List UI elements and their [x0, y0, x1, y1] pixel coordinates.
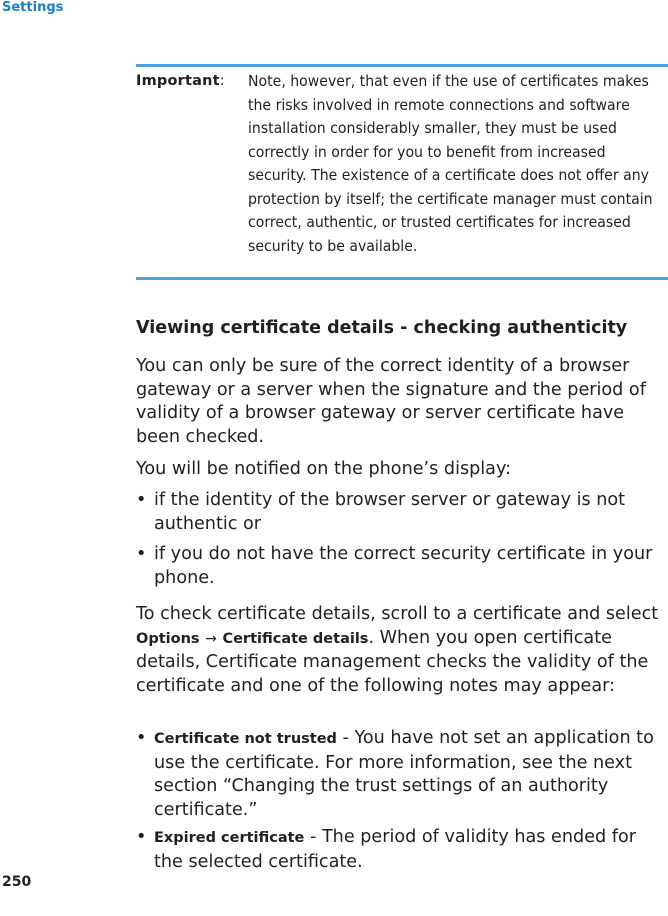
bullet-marker: • — [136, 728, 147, 748]
list-item-text: if you do not have the correct security certificate in your phone. — [154, 544, 653, 588]
certificate-details-term: Certificate details — [222, 630, 369, 647]
intro-paragraph: You can only be sure of the correct identity of a browser gateway or a server when the signature and the period of validity of a browser gateway or server certificate have been checked. — [136, 356, 646, 447]
bullet-marker: • — [136, 490, 147, 510]
list-item — [136, 727, 666, 822]
list-item-text: if the identity of the browser server or gateway is not authentic or — [154, 490, 626, 534]
note-term: Expired certificate — [154, 830, 305, 846]
check-prefix: To check certificate details, scroll to a certificate and select — [136, 604, 659, 624]
bullet-marker: • — [136, 827, 147, 847]
section-heading: Viewing certificate details - checking authenticity — [136, 318, 628, 338]
bullet-marker: • — [136, 544, 147, 564]
note-label-text: Important — [136, 73, 220, 89]
note-term: Certificate not trusted — [154, 731, 337, 747]
list-item — [136, 826, 666, 874]
options-menu-term: Options — [136, 630, 200, 647]
notified-paragraph: You will be notified on the phone’s display: — [136, 459, 512, 479]
important-note — [136, 64, 668, 280]
note-description: - The period of validity has ended for the selected certificate. — [154, 827, 636, 872]
note-label — [136, 73, 225, 89]
arrow-icon: → — [205, 630, 217, 647]
check-paragraph — [136, 603, 666, 698]
note-label-colon: : — [219, 73, 225, 89]
list-item — [136, 489, 666, 536]
list-item-text — [154, 826, 666, 874]
check-suffix: . When you open certificate details, Certificate management checks the validity of the certificate and one of the following notes may appear: — [136, 627, 649, 696]
list-item-text — [154, 727, 666, 822]
page-number: 250 — [2, 874, 32, 890]
running-header: Settings — [2, 0, 64, 15]
note-description: - You have not set an application to use the certificate. For more information, see the next section “Changing the trust settings of an authority certificate.” — [154, 728, 654, 820]
list-item — [136, 543, 666, 590]
note-text: Note, however, that even if the use of certificates makes the risks involved in remote connections and software installation considerably smaller, they must be used correctly in order for you to benefit from increased security. The existence of a certificate does not offer any protection by itself; the certificate manager must contain correct, authentic, or trusted certificates for increased security to be available. — [248, 72, 653, 255]
